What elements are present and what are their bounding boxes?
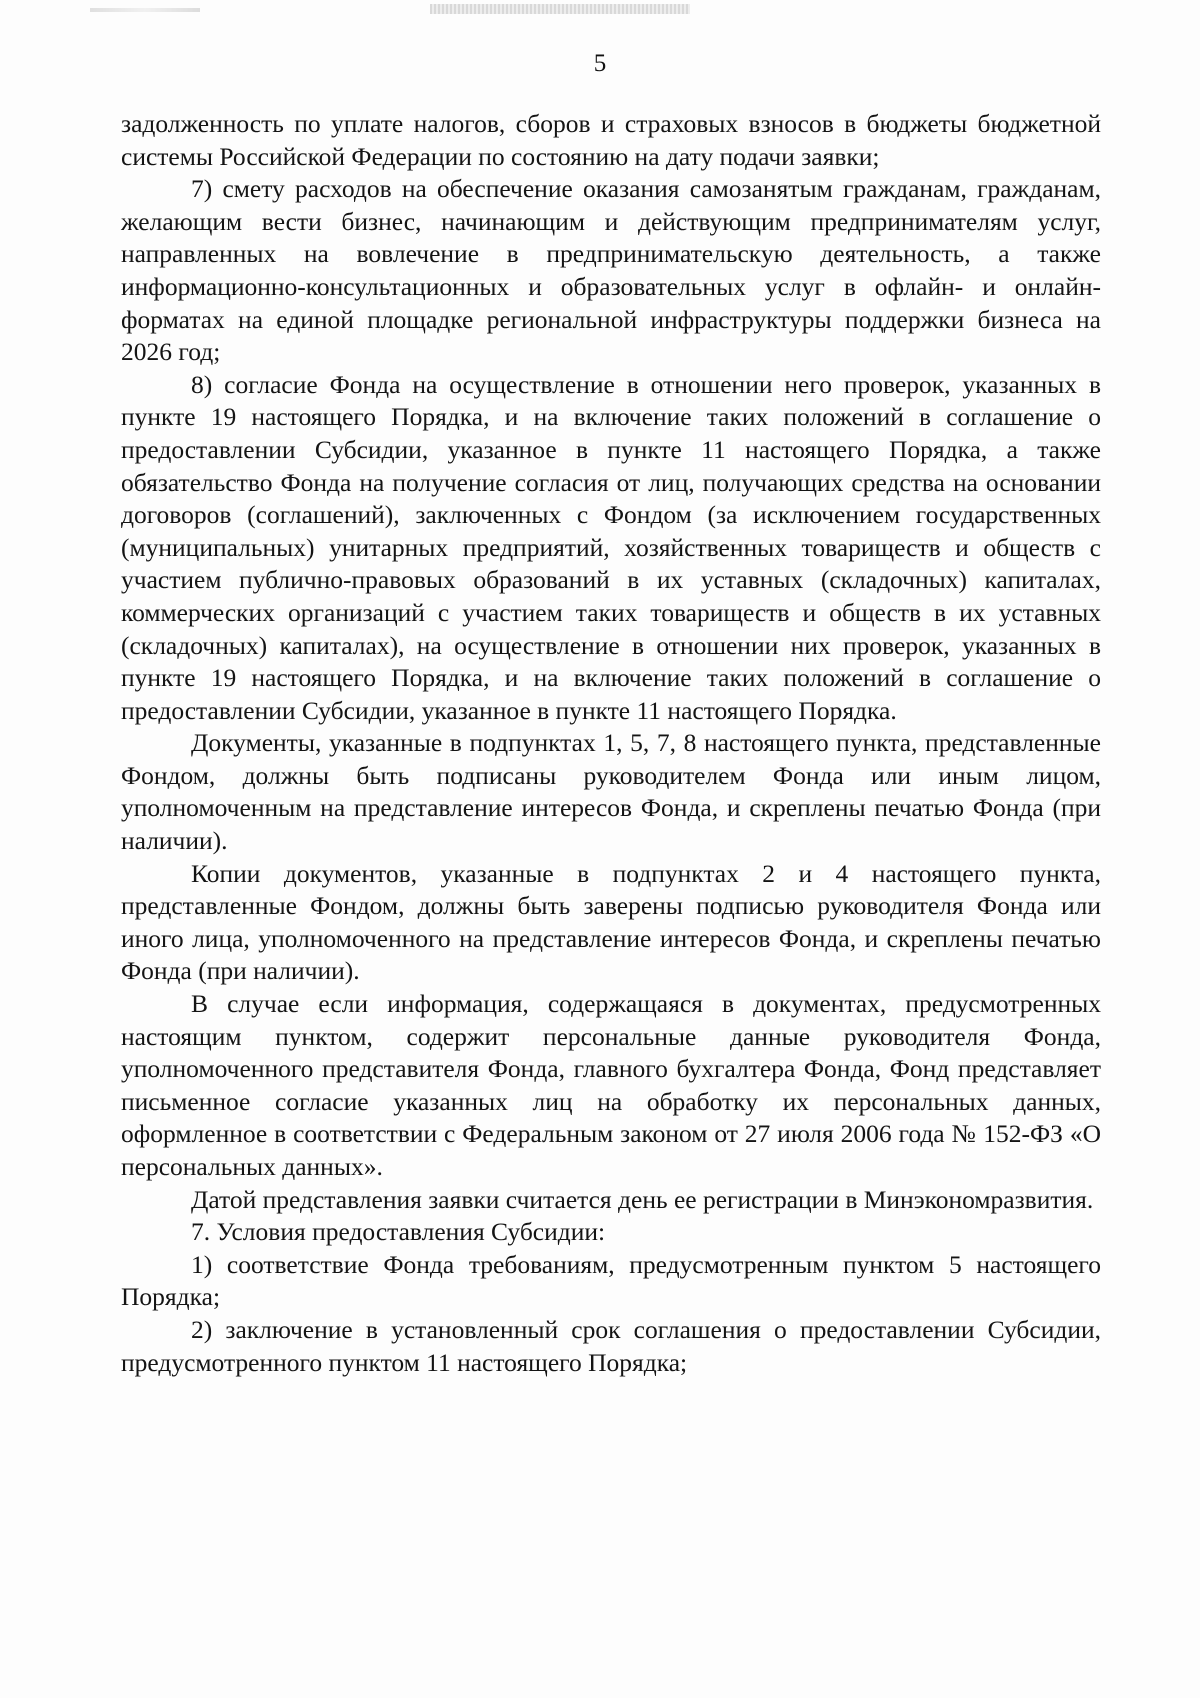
paragraph: В случае если информация, содержащаяся в документах, предусмотренных настоящим пунктом, содержит персональные данные руководителя Фонда, уполномоченного представителя Фонда, главного бухгалтера Фонда, Фонд представляет письменное согласие указанных лиц на обработку их персональных данных, оформленное в соответствии с Федеральным законом от 27 июля 2006 года № 152-ФЗ «О персональных данных». [121,989,1101,1181]
section-heading: 7. Условия предоставления Субсидии: [191,1217,606,1247]
paragraph: 7) смету расходов на обеспечение оказания самозанятым гражданам, гражданам, желающим вести бизнес, начинающим и действующим предпринимателям услуг, направленных на вовлечение в предпринимательскую деятельность, а также информационно-консультационных и образовательных услуг в офлайн- и онлайн-форматах на единой площадке региональной инфраструктуры поддержки бизнеса на 2026 год; [121,174,1101,367]
paragraph: 1) соответствие Фонда требованиям, предусмотренным пунктом 5 настоящего Порядка; [121,1249,1101,1312]
paragraph: Копии документов, указанные в подпунктах 2 и 4 настоящего пункта, представленные Фондом, должны быть заверены подписью руководителя Фонда или иного лица, уполномоченного на представление интересов Фонда, и скреплены печатью Фонда (при наличии). [121,858,1101,986]
page-number: 5 [593,50,607,77]
paragraph: 2) заключение в установленный срок соглашения о предоставлении Субсидии, предусмотренного пунктом 11 настоящего Порядка; [121,1314,1101,1377]
paragraph: 8) согласие Фонда на осуществление в отношении него проверок, указанных в пункте 19 настоящего Порядка, и на включение таких положений в соглашение о предоставлении Субсидии, указанное в пункте 11 настоящего Порядка, а также обязательство Фонда на получение согласия от лиц, получающих средства на основании договоров (соглашений), заключенных с Фондом (за исключением государственных (муниципальных) унитарных предприятий, хозяйственных товариществ и обществ с участием публично-правовых образований в их уставных (складочных) капиталах, коммерческих организаций с участием таких товариществ и обществ в их уставных (складочных) капиталах), на осуществление в отношении них проверок, указанных в пункте 19 настоящего Порядка, и на включение таких положений в соглашение о предоставлении Субсидии, указанное в пункте 11 настоящего Порядка. [121,369,1101,725]
paragraph: Документы, указанные в подпунктах 1, 5, 7, 8 настоящего пункта, представленные Фондом, должны быть подписаны руководителем Фонда или иным лицом, уполномоченным на представление интересов Фонда, и скреплены печатью Фонда (при наличии). [121,728,1101,856]
document-body [121,108,1101,1379]
scan-artifact [90,8,200,12]
paragraph: задолженность по уплате налогов, сборов и страховых взносов в бюджеты бюджетной системы Российской Федерации по состоянию на дату подачи заявки; [121,109,1101,171]
paragraph: Датой представления заявки считается день ее регистрации в Минэкономразвития. [191,1184,1094,1214]
scan-artifact [430,4,690,14]
